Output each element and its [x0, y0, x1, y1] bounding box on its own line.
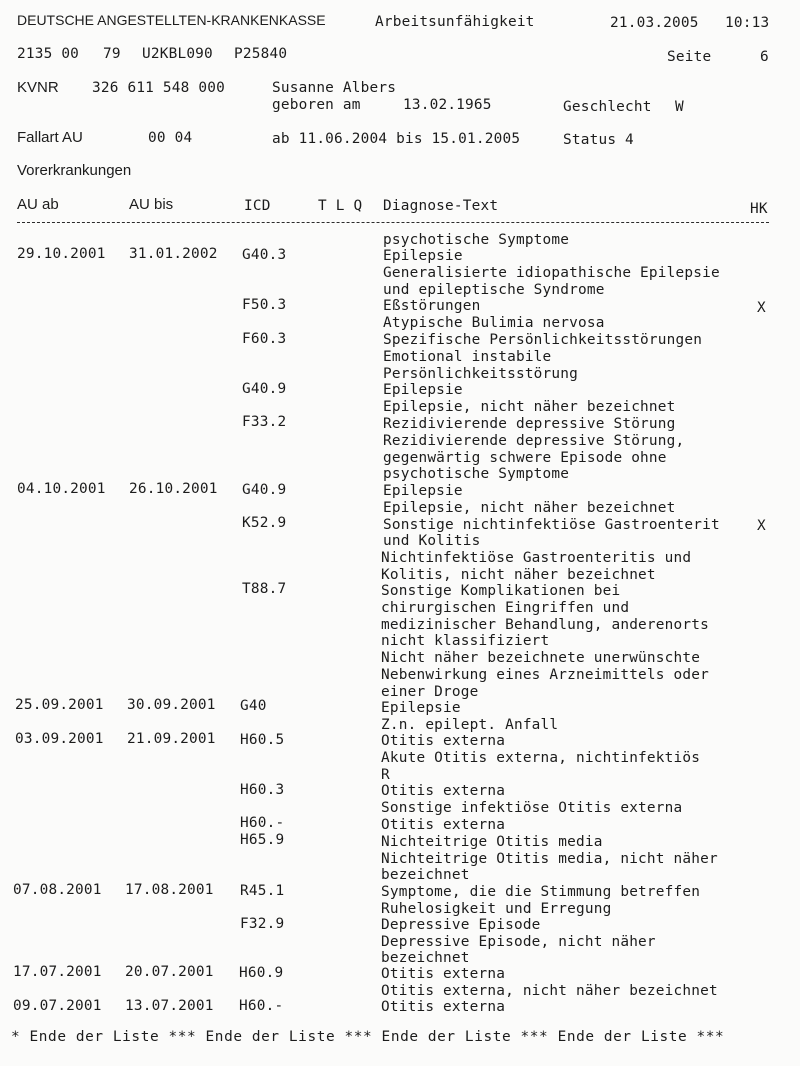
diagnosis-line: Sonstige Komplikationen bei	[381, 583, 621, 599]
row-icd: F33.2	[242, 414, 287, 430]
diagnosis-line: Nichteitrige Otitis media	[381, 834, 603, 850]
row-au-bis: 20.07.2001	[125, 964, 214, 980]
diagnosis-line: Nebenwirkung eines Arzneimittels oder	[381, 667, 709, 683]
diagnosis-line: Otitis externa, nicht näher bezeichnet	[381, 983, 718, 999]
row-icd: K52.9	[242, 515, 287, 531]
hk-marker: X	[757, 518, 766, 534]
reference-code-3: U2KBL090	[142, 46, 213, 62]
row-icd: H60.3	[240, 782, 285, 798]
diagnosis-line: und epileptische Syndrome	[383, 282, 605, 298]
end-of-list: * Ende der Liste *** Ende der Liste *** Ende der Liste *** Ende der Liste ***	[11, 1029, 725, 1045]
sex-value: W	[675, 99, 684, 115]
row-icd: F50.3	[242, 297, 287, 313]
row-icd: H65.9	[240, 832, 285, 848]
col-tlq: T L Q	[318, 198, 363, 214]
diagnosis-line: Epilepsie, nicht näher bezeichnet	[383, 399, 676, 415]
diagnosis-line: und Kolitis	[383, 533, 481, 549]
row-icd: G40.3	[242, 247, 287, 263]
print-date: 21.03.2005	[610, 15, 699, 31]
diagnosis-line: Nichtinfektiöse Gastroenteritis und	[381, 550, 692, 566]
diagnosis-line: Nicht näher bezeichnete unerwünschte	[381, 650, 701, 666]
row-icd: H60.9	[239, 965, 284, 981]
col-icd: ICD	[244, 198, 271, 214]
diagnosis-line: Otitis externa	[381, 966, 506, 982]
row-au-bis: 26.10.2001	[129, 481, 218, 497]
row-icd: G40.9	[242, 381, 287, 397]
diagnosis-line: psychotische Symptome	[383, 466, 570, 482]
hk-marker: X	[757, 300, 766, 316]
diagnosis-line: Spezifische Persönlichkeitsstörungen	[383, 332, 703, 348]
row-au-bis: 13.07.2001	[125, 998, 214, 1014]
case-status: Status 4	[563, 132, 634, 148]
diagnosis-line: Epilepsie	[383, 248, 463, 264]
diagnosis-line: nicht klassifiziert	[381, 633, 550, 649]
sex-label: Geschlecht	[563, 99, 652, 115]
diagnosis-line: Epilepsie, nicht näher bezeichnet	[383, 500, 676, 516]
reference-code-1: 2135 00	[17, 46, 80, 62]
row-au-bis: 21.09.2001	[127, 731, 216, 747]
page-number: 6	[760, 49, 769, 65]
diagnosis-line: Depressive Episode, nicht näher	[381, 934, 656, 950]
diagnosis-line: bezeichnet	[381, 867, 470, 883]
diagnosis-line: Emotional instabile	[383, 349, 552, 365]
diagnosis-line: Otitis externa	[381, 817, 506, 833]
row-au-bis: 31.01.2002	[129, 246, 218, 262]
row-au-bis: 30.09.2001	[127, 697, 216, 713]
diagnosis-line: Otitis externa	[381, 733, 506, 749]
diagnosis-line: Eßstörungen	[383, 298, 481, 314]
diagnosis-line: bezeichnet	[381, 950, 470, 966]
print-time: 10:13	[725, 15, 770, 31]
diagnosis-line: Epilepsie	[381, 700, 461, 716]
col-diagnosis: Diagnose-Text	[383, 198, 499, 214]
row-icd: F32.9	[240, 916, 285, 932]
row-au-ab: 25.09.2001	[15, 697, 104, 713]
fallart-value: 00 04	[148, 130, 193, 146]
diagnosis-line: Symptome, die die Stimmung betreffen	[381, 884, 701, 900]
col-au-ab: AU ab	[17, 196, 59, 213]
row-au-bis: 17.08.2001	[125, 882, 214, 898]
row-icd: G40.9	[242, 482, 287, 498]
born-label: geboren am	[272, 97, 361, 113]
diagnosis-line: Sonstige nichtinfektiöse Gastroenterit	[383, 517, 720, 533]
page-label: Seite	[667, 49, 712, 65]
row-au-ab: 07.08.2001	[13, 882, 102, 898]
col-hk: HK	[750, 201, 768, 217]
diagnosis-line: Rezidivierende depressive Störung,	[383, 433, 685, 449]
patient-name: Susanne Albers	[272, 80, 397, 96]
diagnosis-line: Otitis externa	[381, 999, 506, 1015]
row-au-ab: 29.10.2001	[17, 246, 106, 262]
kvnr-value: 326 611 548 000	[92, 80, 225, 96]
header-divider	[17, 222, 769, 223]
row-au-ab: 03.09.2001	[15, 731, 104, 747]
diagnosis-line: Rezidivierende depressive Störung	[383, 416, 676, 432]
diagnosis-line: Ruhelosigkeit und Erregung	[381, 901, 612, 917]
born-date: 13.02.1965	[403, 97, 492, 113]
row-au-ab: 04.10.2001	[17, 481, 106, 497]
diagnosis-line: einer Droge	[381, 684, 479, 700]
section-title: Vorerkrankungen	[17, 162, 132, 179]
row-icd: H60.-	[240, 815, 285, 831]
diagnosis-line: Depressive Episode	[381, 917, 541, 933]
diagnosis-line: gegenwärtig schwere Episode ohne	[383, 450, 667, 466]
reference-code-4: P25840	[234, 46, 288, 62]
diagnosis-line: Otitis externa	[381, 783, 506, 799]
diagnosis-line: Akute Otitis externa, nichtinfektiös	[381, 750, 701, 766]
reference-code-2: 79	[103, 46, 121, 62]
diagnosis-line: medizinischer Behandlung, anderenorts	[381, 617, 709, 633]
diagnosis-line: Epilepsie	[383, 382, 463, 398]
row-icd: R45.1	[240, 883, 285, 899]
kvnr-label: KVNR	[17, 79, 59, 96]
diagnosis-line: Z.n. epilept. Anfall	[381, 717, 559, 733]
diagnosis-line: Sonstige infektiöse Otitis externa	[381, 800, 683, 816]
diagnosis-line: R	[381, 767, 390, 783]
col-au-bis: AU bis	[129, 196, 174, 213]
case-period: ab 11.06.2004 bis 15.01.2005	[272, 131, 521, 147]
diagnosis-line: Nichteitrige Otitis media, nicht näher	[381, 851, 718, 867]
row-icd: G40	[240, 698, 267, 714]
row-icd: F60.3	[242, 331, 287, 347]
document-type: Arbeitsunfähigkeit	[375, 14, 535, 30]
row-au-ab: 17.07.2001	[13, 964, 102, 980]
row-icd: T88.7	[242, 581, 287, 597]
row-au-ab: 09.07.2001	[13, 998, 102, 1014]
diagnosis-line: Kolitis, nicht näher bezeichnet	[381, 567, 656, 583]
diagnosis-line: Atypische Bulimia nervosa	[383, 315, 605, 331]
diagnosis-line: psychotische Symptome	[383, 232, 570, 248]
row-icd: H60.-	[239, 998, 284, 1014]
diagnosis-line: Epilepsie	[383, 483, 463, 499]
company-name: DEUTSCHE ANGESTELLTEN-KRANKENKASSE	[17, 12, 326, 28]
diagnosis-line: Generalisierte idiopathische Epilepsie	[383, 265, 720, 281]
diagnosis-line: chirurgischen Eingriffen und	[381, 600, 630, 616]
diagnosis-line: Persönlichkeitsstörung	[383, 366, 579, 382]
row-icd: H60.5	[240, 732, 285, 748]
fallart-label: Fallart AU	[17, 129, 83, 146]
